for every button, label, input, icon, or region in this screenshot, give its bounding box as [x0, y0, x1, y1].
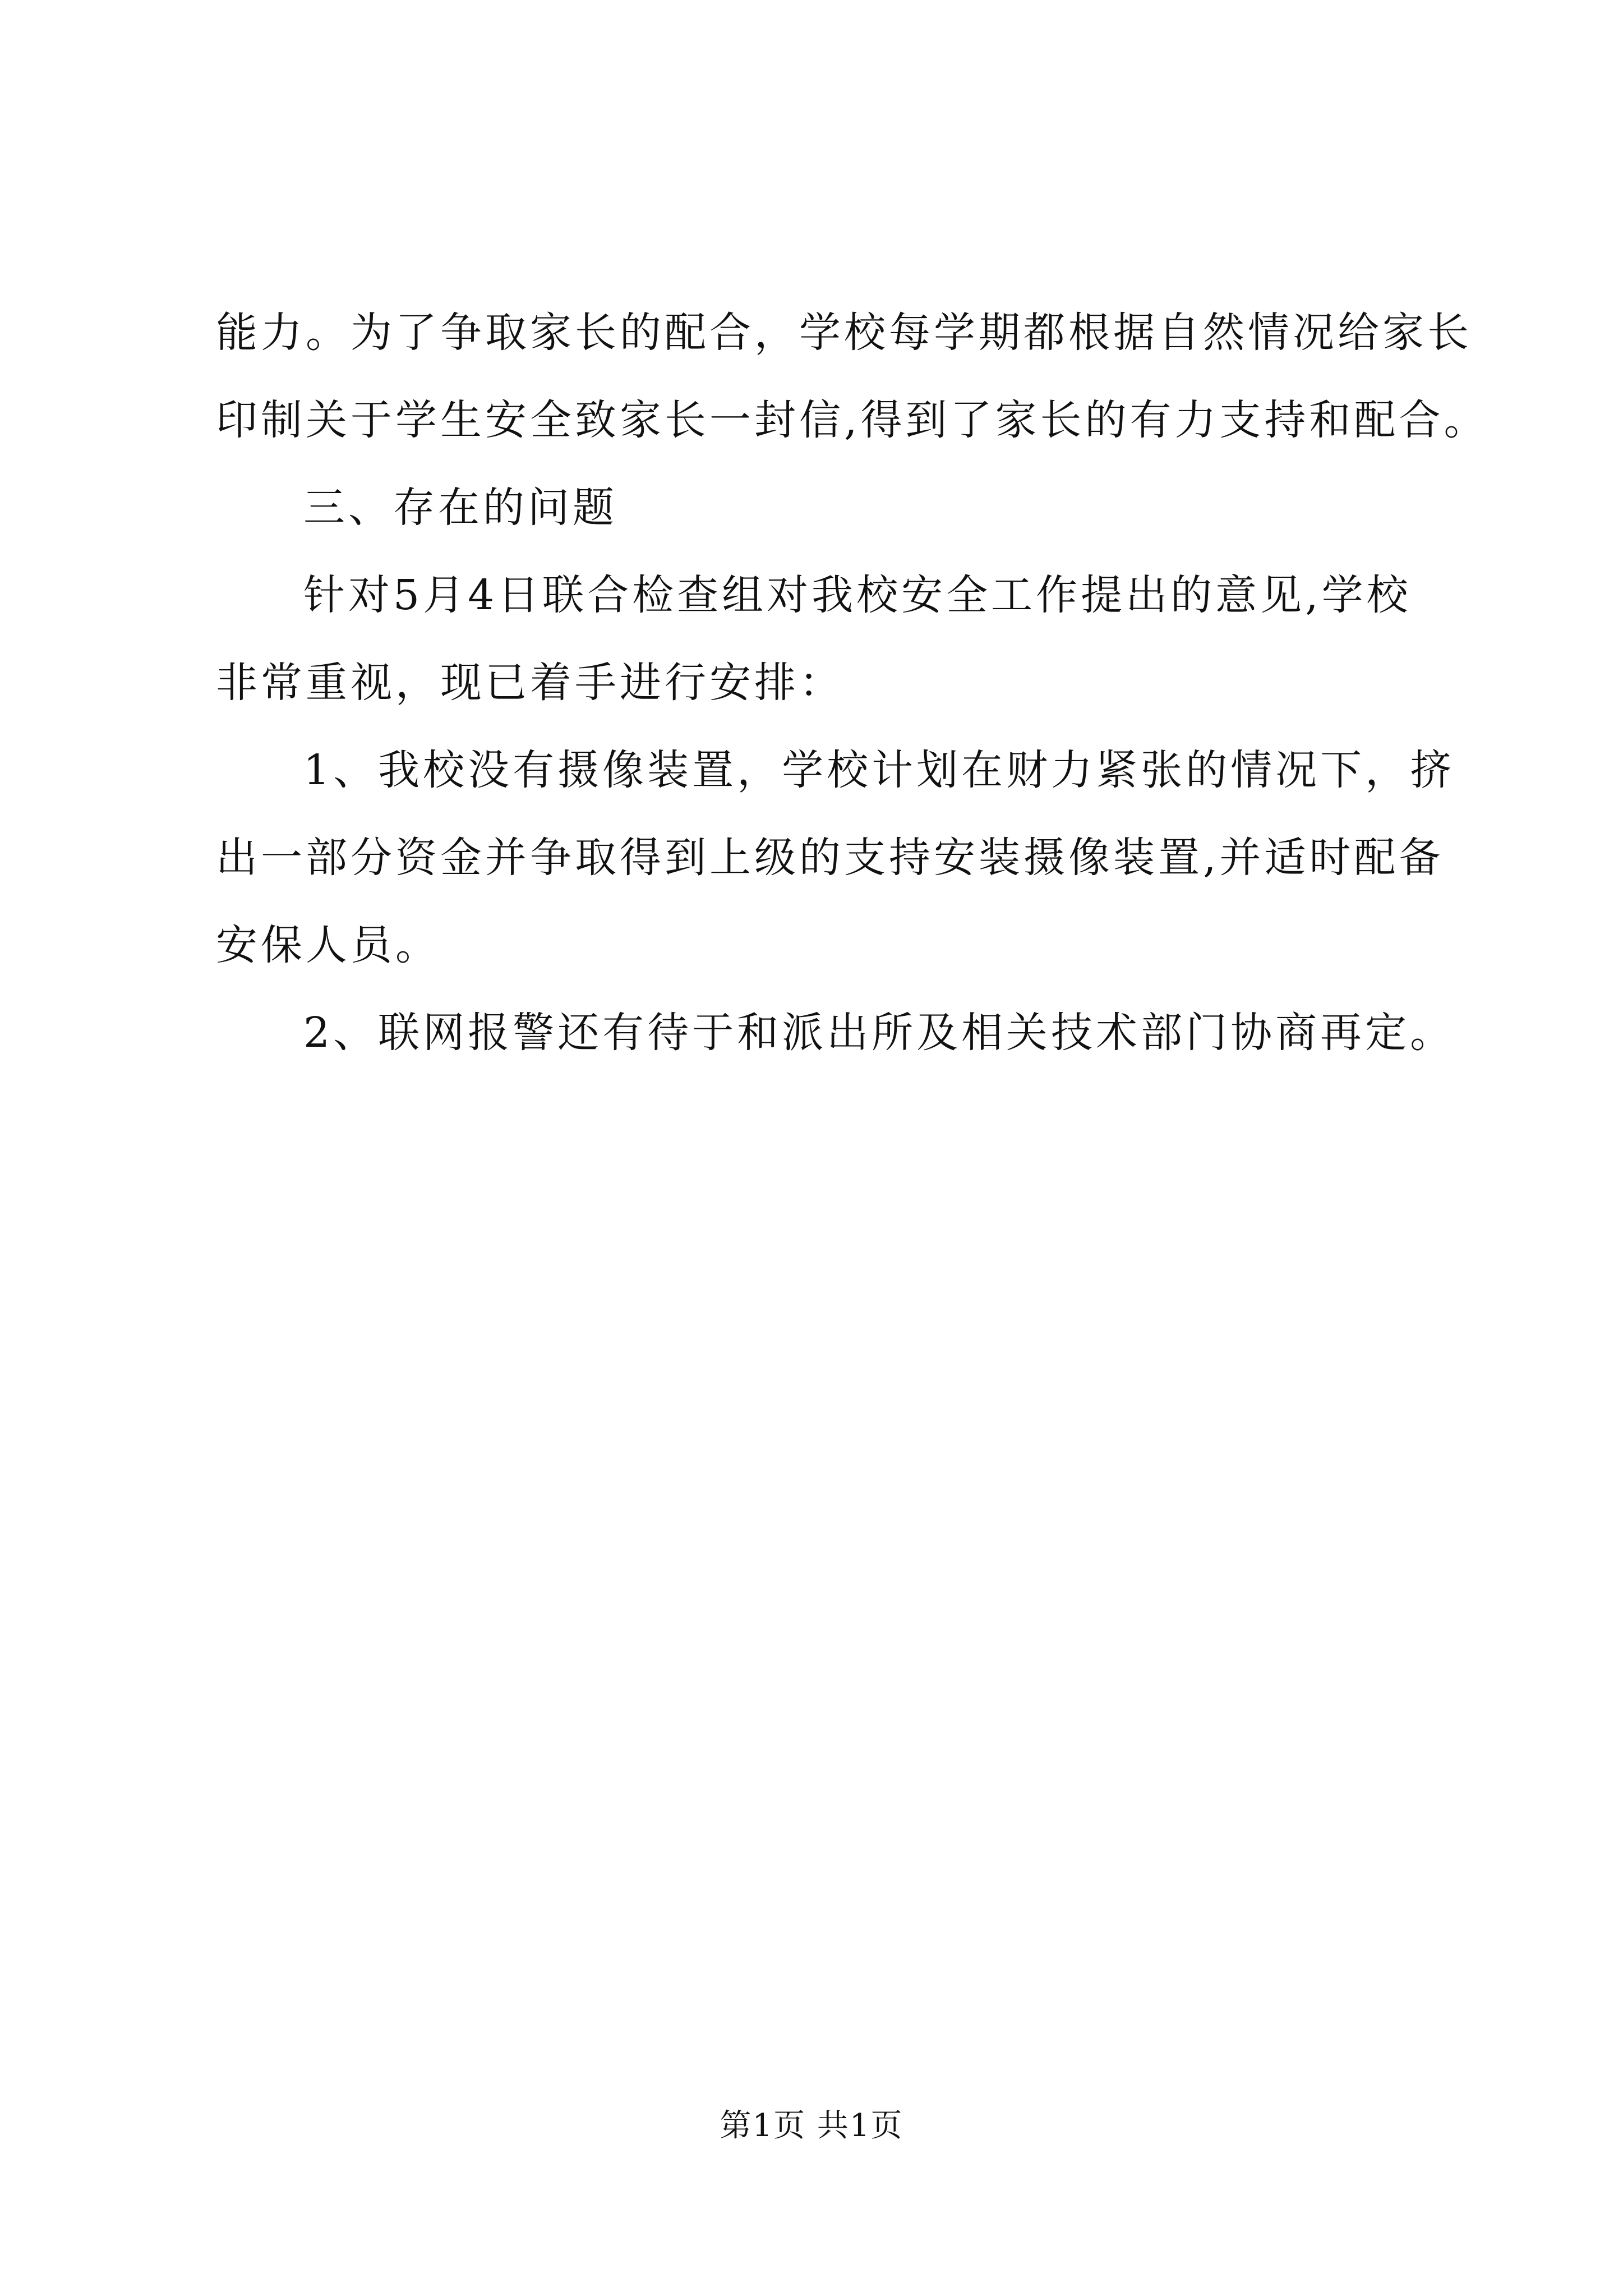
paragraph-line: 非常重视，现已着手进行安排： [216, 659, 844, 707]
page-number-footer: 第1页 共1页 [720, 2108, 903, 2144]
list-item-line: 安保人员。 [216, 921, 440, 969]
section-heading: 三、存在的问题 [303, 484, 617, 532]
paragraph-line: 印制关于学生安全致家长一封信,得到了家长的有力支持和配合。 [216, 396, 1489, 444]
document-body [216, 289, 1489, 1076]
list-item-line: 2、联网报警还有待于和派出所及相关技术部门协商再定。 [303, 1009, 1455, 1057]
list-item-line: 出一部分资金并争取得到上级的支持安装摄像装置,并适时配备 [216, 834, 1444, 882]
list-item-line: 1、我校没有摄像装置，学校计划在财力紧张的情况下，挤 [303, 746, 1455, 794]
paragraph-line: 能力。为了争取家长的配合，学校每学期都根据自然情况给家长 [216, 309, 1472, 357]
paragraph-line: 针对5月4日联合检查组对我校安全工作提出的意见,学校 [303, 571, 1412, 619]
